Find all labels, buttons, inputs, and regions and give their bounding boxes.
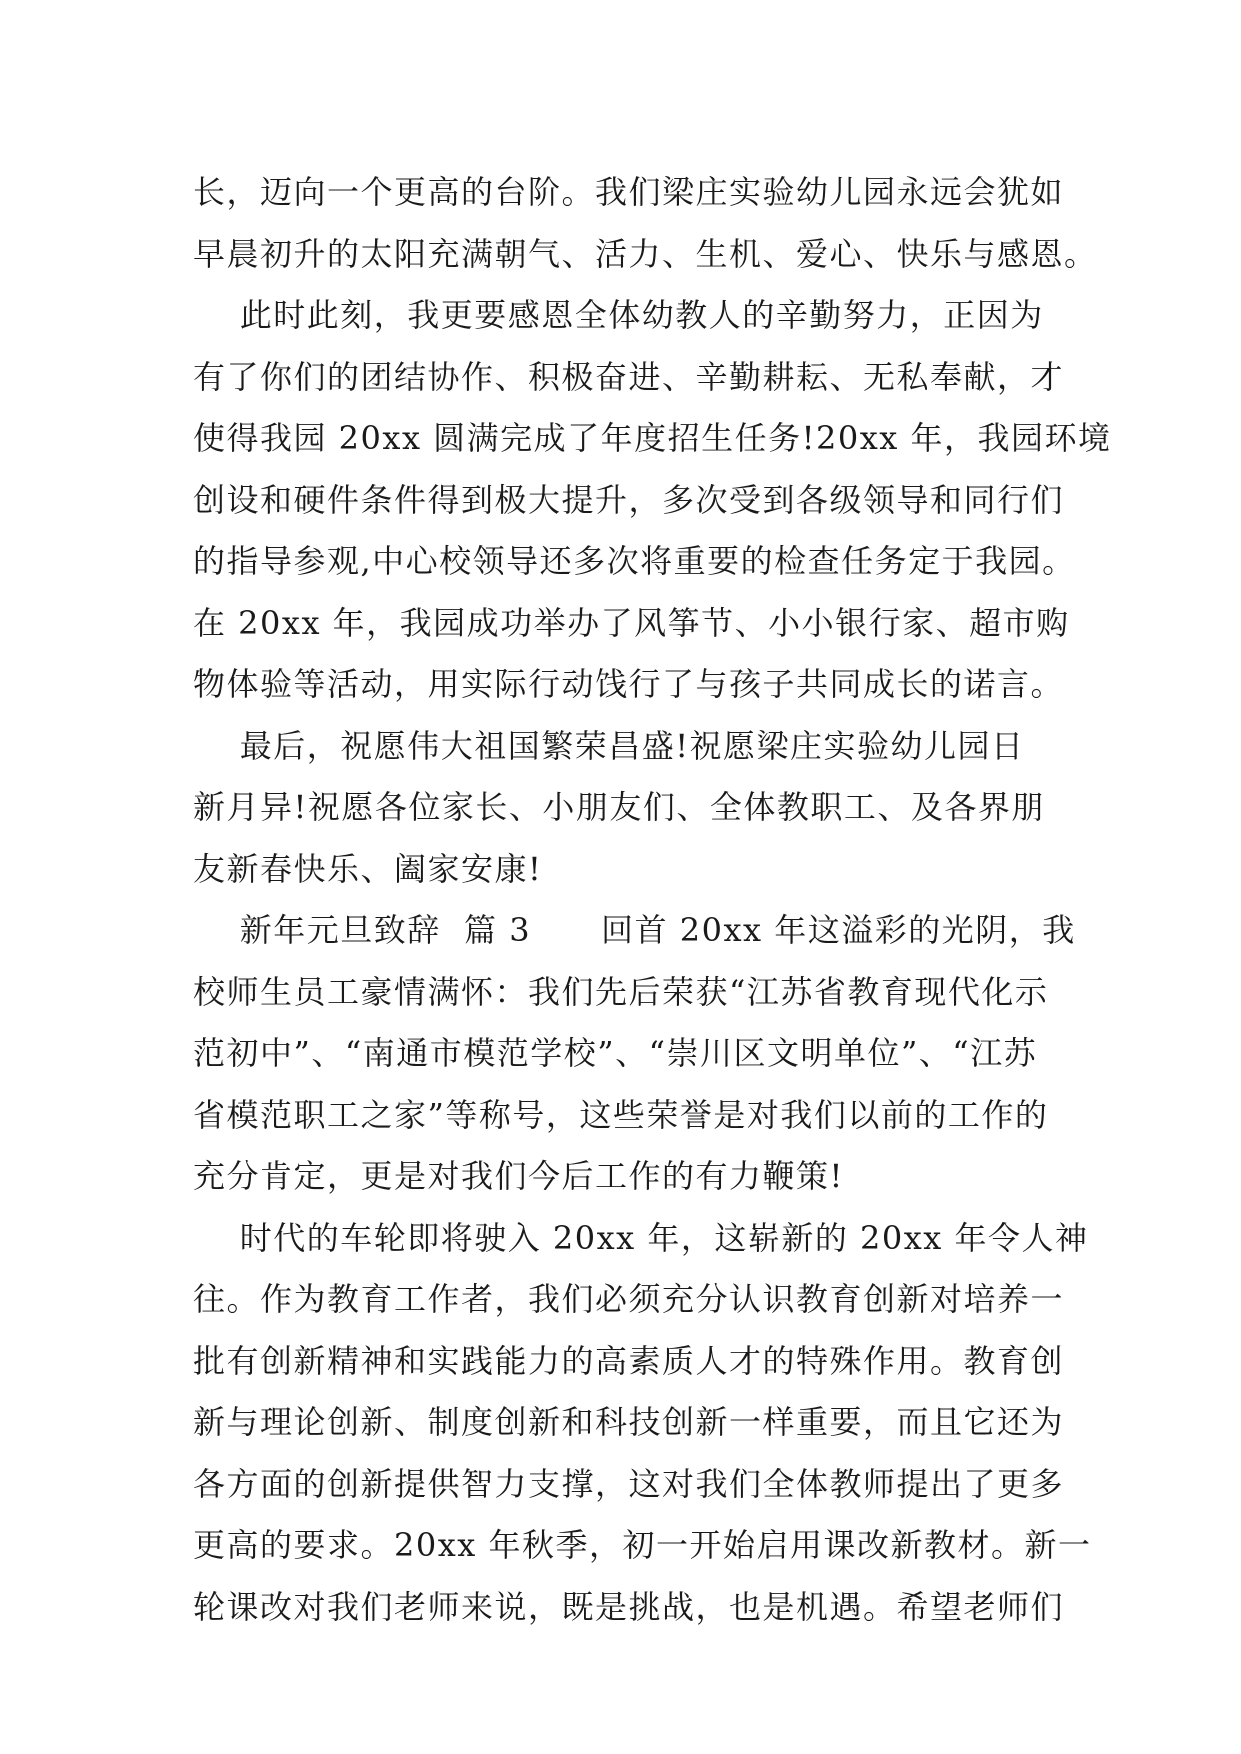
text-line: 新与理论创新、制度创新和科技创新一样重要，而且它还为 (193, 1403, 1065, 1441)
text-line: 范初中”、“南通市模范学校”、“崇川区文明单位”、“江苏 (193, 1034, 1038, 1072)
text-line: 有了你们的团结协作、积极奋进、辛勤耕耘、无私奉献，才 (193, 357, 1065, 396)
text-line: 轮课改对我们老师来说，既是挑战，也是机遇。希望老师们 (193, 1587, 1065, 1626)
text-line: 使得我园 20xx 圆满完成了年度招生任务!20xx 年，我园环境 (193, 419, 1112, 457)
text-line: 更高的要求。20xx 年秋季，初一开始启用课改新教材。新一 (193, 1526, 1092, 1564)
text-line: 长，迈向一个更高的台阶。我们梁庄实验幼儿园永远会犹如 (193, 173, 1065, 211)
text-line: 的指导参观,中心校领导还多次将重要的检查任务定于我园。 (193, 542, 1076, 580)
text-line: 新月异!祝愿各位家长、小朋友们、全体教职工、及各界朋 (193, 788, 1045, 826)
text-line: 批有创新精神和实践能力的高素质人才的特殊作用。教育创 (193, 1341, 1065, 1380)
text-line: 此时此刻，我更要感恩全体幼教人的辛勤努力，正因为 (193, 296, 1044, 334)
text-line: 在 20xx 年，我园成功举办了风筝节、小小银行家、超市购 (193, 603, 1070, 642)
text-line: 早晨初升的太阳充满朝气、活力、生机、爱心、快乐与感恩。 (193, 234, 1098, 273)
text-line: 往。作为教育工作者，我们必须充分认识教育创新对培养一 (193, 1280, 1065, 1318)
text-line: 最后，祝愿伟大祖国繁荣昌盛!祝愿梁庄实验幼儿园日 (193, 726, 1025, 765)
text-line: 校师生员工豪情满怀：我们先后荣获“江苏省教育现代化示 (193, 972, 1049, 1011)
text-line: 友新春快乐、阖家安康! (193, 849, 543, 888)
text-line: 充分肯定，更是对我们今后工作的有力鞭策! (193, 1157, 844, 1195)
text-line: 时代的车轮即将驶入 20xx 年，这崭新的 20xx 年令人神 (193, 1218, 1089, 1257)
text-line: 各方面的创新提供智力支撑，这对我们全体教师提出了更多 (193, 1464, 1065, 1503)
text-line: 省模范职工之家”等称号，这些荣誉是对我们以前的工作的 (193, 1095, 1049, 1134)
text-line: 物体验等活动，用实际行动饯行了与孩子共同成长的诺言。 (193, 665, 1065, 703)
section-heading-line: 新年元旦致辞 篇 3 回首 20xx 年这溢彩的光阴，我 (193, 911, 1076, 949)
body-text (193, 162, 1112, 1638)
text-line: 创设和硬件条件得到极大提升，多次受到各级领导和同行们 (193, 480, 1065, 519)
